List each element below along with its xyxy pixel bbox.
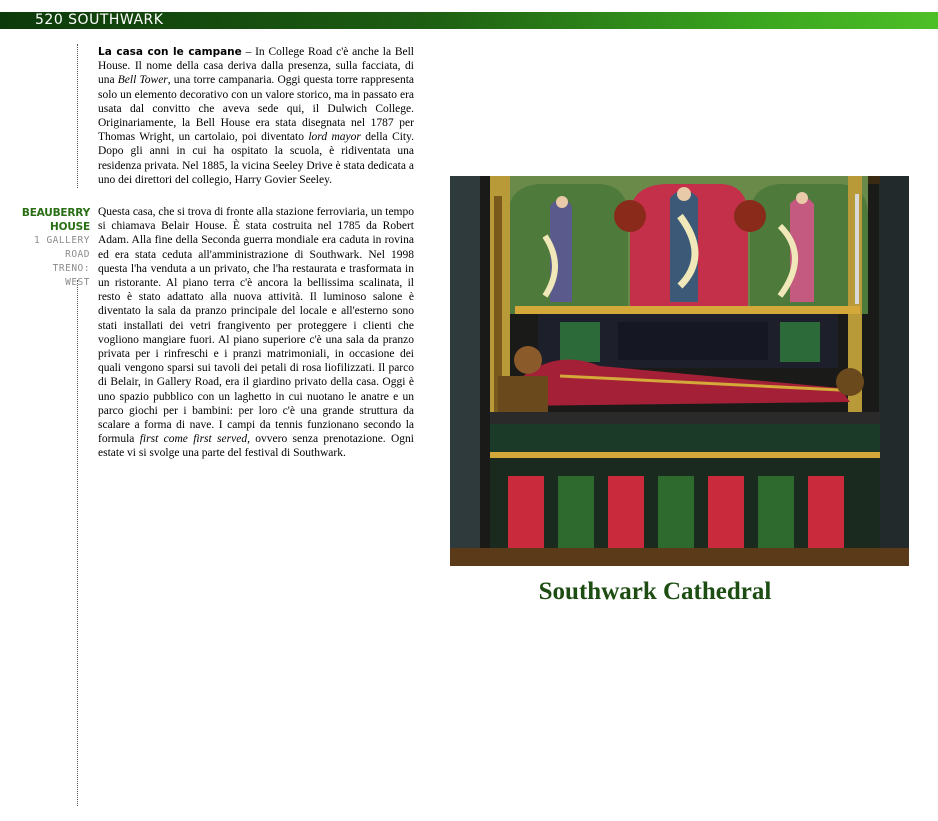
- header-bar: [0, 12, 938, 29]
- italic-term: lord mayor: [308, 131, 361, 144]
- transport-line: TRENO:: [52, 263, 90, 274]
- address-line: ROAD: [65, 249, 90, 260]
- paragraph-bell-house: [98, 45, 414, 187]
- side-title-line: HOUSE: [50, 221, 90, 233]
- tomb-photo: [450, 176, 909, 566]
- side-title-line: BEAUBERRY: [21, 207, 90, 219]
- paragraph-text: , ovvero senza prenotazione. Ogni estate vi si svolge una parte del festival di Southwark.: [98, 433, 414, 460]
- figure-caption: Southwark Cathedral: [538, 578, 772, 605]
- paragraph-text: , una torre campanaria. Oggi questa torre rappresenta solo un elemento decorativo con un valore storico, ma in passato era usata dal convitto che aveva sede qui, il Dulwich College. Originariamente, la Bell House era stata disegnata nel 1787 per Thomas Wright, un cartolaio, poi diventato: [98, 74, 415, 144]
- paragraph-text: Questa casa, che si trova di fronte alla stazione ferroviaria, un tempo si chiamava Belair House. È stata costruita nel 1785 da Robert Adam. Alla fine della Seconda guerra mondiale era caduta in rovina ed era stata ceduta all'amministrazione di Southwark. Nel 1998 questa l'ha venduta a un privato, che l'ha restaurata e trasformata in un ristorante. Al piano terra c'è ancora la bellissima scalinata, il resto è stato adattato alla nuova attività. Il luminoso salone è diventato la sala da pranzo principale del locale e all'esterno sono stati installati dei vetri frangivento per proteggere i clienti che vogliono mangiare fuori. Al piano superiore c'è una sala da pranzo privata per i rinfreschi e i pranzi matrimoniali, in occasione dei quali vengono sparsi sui tavoli dei petali di rosa liofilizzati. Il parco di Belair, in Gallery Road, era il giardino privato della casa. Oggi è uno spazio pubblico con un laghetto in cui nuotano le anatre e un parco giochi per i bambini: per loro c'è una grande struttura da scalare a forma di nave. I campi da tennis funzionano secondo la formula: [98, 206, 414, 446]
- margin-rule-bottom: [77, 280, 78, 806]
- address-line: 1 GALLERY: [34, 235, 90, 246]
- italic-term: first come first served: [139, 433, 248, 446]
- running-title: 520 SOUTHWARK: [35, 12, 164, 28]
- side-title: [22, 206, 90, 234]
- paragraph-lead: La casa con le campane: [98, 46, 242, 58]
- transport-line: WEST: [65, 277, 90, 288]
- paragraph-text: – In College Road c'è anche la Bell House. Il nome della casa deriva dalla presenza, sulla facciata, di una: [98, 46, 415, 87]
- margin-rule-top: [77, 44, 78, 188]
- side-meta: [34, 234, 90, 290]
- italic-term: Bell Tower: [117, 74, 168, 87]
- paragraph-text: della City. Dopo gli anni in cui ha ospitato la scuola, è ridiventata una residenza privata. Nel 1885, la vicina Seeley Drive è stata dedicata a uno dei direttori del collegio, Harry Govier Seeley.: [98, 131, 415, 186]
- paragraph-beauberry-house: [98, 205, 414, 461]
